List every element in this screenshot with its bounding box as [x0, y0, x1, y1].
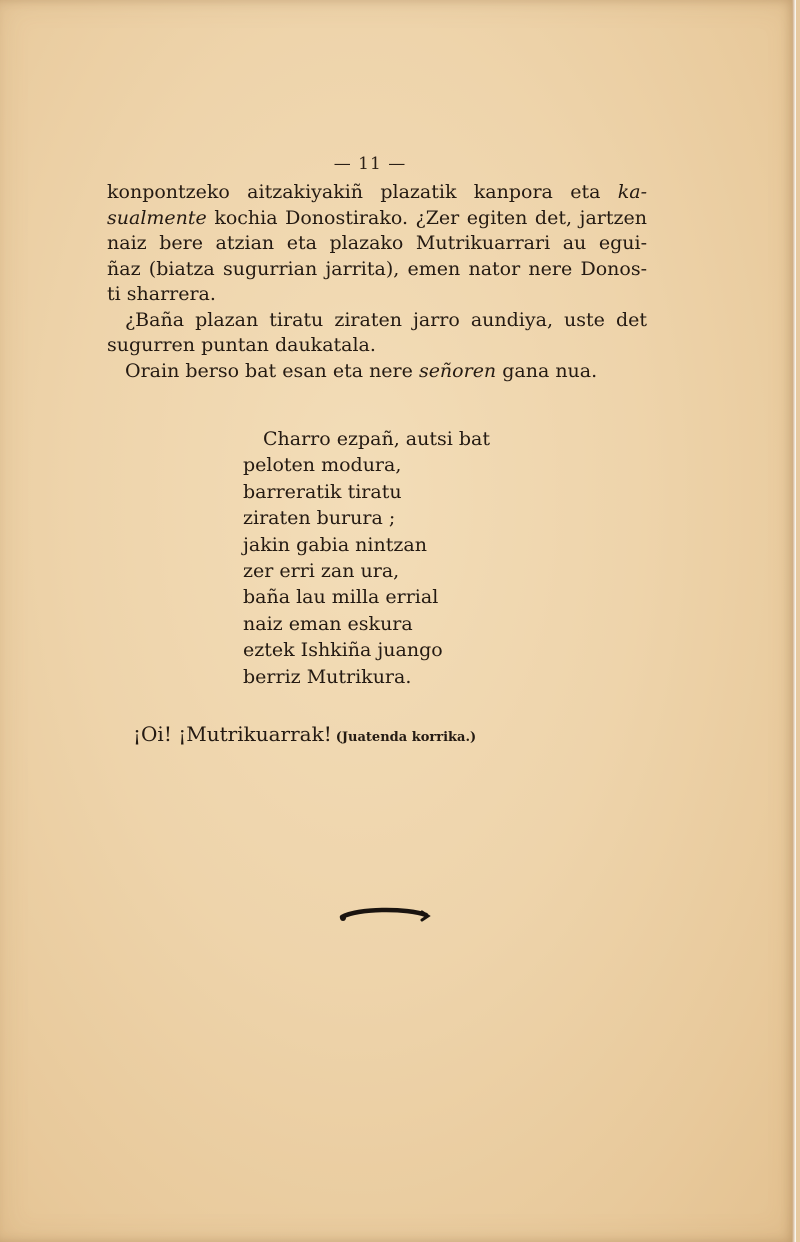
- stage-direction: (Juatenda korrika.): [335, 730, 477, 745]
- verse-stanza: [243, 426, 490, 690]
- prose-paragraphs: [107, 180, 647, 384]
- verse-line: ziraten burura ;: [243, 507, 396, 530]
- prose-line-6: ¿Baña plazan tiratu ziraten jarro aundiya, uste det: [125, 308, 647, 331]
- verse-line: berriz Mutrikura.: [243, 665, 412, 688]
- prose-line-7: sugurren puntan daukatala.: [107, 334, 376, 356]
- verse-line: Charro ezpañ, autsi bat: [263, 428, 490, 450]
- italic-word-senoren: señoren: [418, 359, 497, 382]
- verse-line: naiz eman eskura: [243, 612, 413, 635]
- prose-line-3: naiz bere atzian eta plazako Mutrikuarrari au egui-: [107, 232, 647, 254]
- end-ornament-icon: [338, 904, 432, 928]
- prose-line-2: sualmente kochia Donostirako. ¿Zer egiten det, jartzen: [107, 206, 647, 229]
- verse-line: eztek Ishkiña juango: [243, 639, 443, 662]
- closing-exclamation: ¡Oi! ¡Mutrikuarrak!: [133, 722, 332, 746]
- verse-line: jakin gabia nintzan: [243, 533, 427, 556]
- verse-line: barreratik tiratu: [243, 480, 402, 503]
- prose-line-8: Orain berso bat esan eta nere señoren gana nua.: [125, 359, 598, 382]
- italic-word-sualmente: sualmente: [107, 206, 207, 229]
- prose-line-4: ñaz (biatza sugurrian jarrita), emen nator nere Donos-: [107, 257, 647, 280]
- verse-line: peloten modura,: [243, 454, 402, 477]
- prose-line-1: konpontzeko aitzakiyakiñ plazatik kanpora eta ka-: [107, 181, 648, 203]
- verse-line: zer erri zan ura,: [243, 560, 400, 583]
- page-number: — 11 —: [333, 154, 407, 174]
- prose-line-5: ti sharrera.: [107, 283, 216, 305]
- verse-line: baña lau milla errial: [243, 586, 439, 609]
- italic-word-ka: ka-: [617, 181, 648, 203]
- closing-line: [133, 722, 476, 746]
- page-edge: [792, 0, 796, 1242]
- end-ornament-graphic: [338, 904, 432, 924]
